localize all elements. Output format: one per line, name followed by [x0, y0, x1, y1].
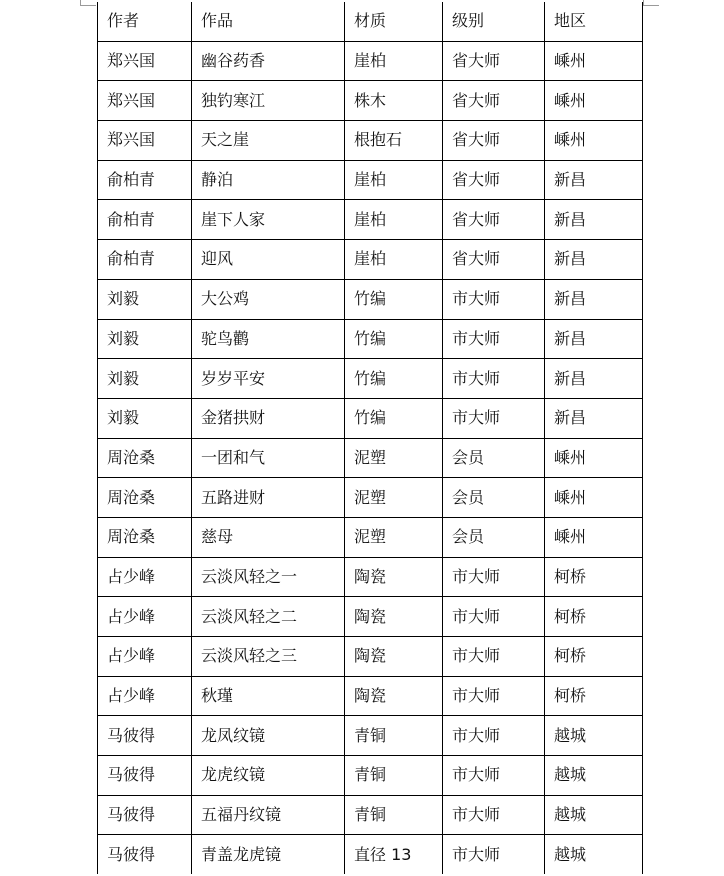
- cell-work: 金猪拱财: [192, 398, 345, 438]
- cell-author: 郑兴国: [98, 41, 192, 81]
- cell-region: 越城: [545, 716, 643, 756]
- cell-work: 龙凤纹镜: [192, 716, 345, 756]
- cell-level: 会员: [443, 438, 545, 478]
- cell-material: 青铜: [345, 716, 443, 756]
- cell-work: 青盖龙虎镜: [192, 835, 345, 874]
- works-table: [97, 2, 643, 874]
- cell-material: 泥塑: [345, 438, 443, 478]
- page-corner-mark-right-horizontal: [643, 5, 659, 6]
- cell-level: 市大师: [443, 398, 545, 438]
- table-row: [98, 795, 643, 835]
- cell-work: 岁岁平安: [192, 359, 345, 399]
- table-row: [98, 835, 643, 874]
- table-row: [98, 41, 643, 81]
- cell-level: 会员: [443, 517, 545, 557]
- cell-work: 五路进财: [192, 478, 345, 518]
- cell-author: 刘毅: [98, 359, 192, 399]
- table-row: [98, 359, 643, 399]
- works-table-body: [98, 2, 643, 874]
- cell-level: 市大师: [443, 756, 545, 796]
- table-row: [98, 121, 643, 161]
- cell-region: 新昌: [545, 398, 643, 438]
- cell-level: 市大师: [443, 716, 545, 756]
- cell-material: 崖柏: [345, 200, 443, 240]
- cell-region: 嵊州: [545, 81, 643, 121]
- cell-level: 市大师: [443, 279, 545, 319]
- table-row: [98, 81, 643, 121]
- cell-work: 驼鸟鹳: [192, 319, 345, 359]
- cell-work: 龙虎纹镜: [192, 756, 345, 796]
- cell-author: 占少峰: [98, 637, 192, 677]
- table-row: [98, 716, 643, 756]
- cell-author: 周沧桑: [98, 517, 192, 557]
- cell-region: 新昌: [545, 279, 643, 319]
- cell-region: 嵊州: [545, 517, 643, 557]
- cell-region: 柯桥: [545, 637, 643, 677]
- cell-region: 新昌: [545, 359, 643, 399]
- cell-material: 陶瓷: [345, 557, 443, 597]
- table-row: [98, 319, 643, 359]
- cell-level: 省大师: [443, 160, 545, 200]
- cell-work: 崖下人家: [192, 200, 345, 240]
- cell-author: 马彼得: [98, 716, 192, 756]
- cell-author: 俞柏青: [98, 160, 192, 200]
- cell-region: 嵊州: [545, 41, 643, 81]
- cell-author: 刘毅: [98, 279, 192, 319]
- table-row: [98, 398, 643, 438]
- table-row: [98, 756, 643, 796]
- table-row: [98, 557, 643, 597]
- cell-material: 株木: [345, 81, 443, 121]
- cell-material: 泥塑: [345, 517, 443, 557]
- cell-material: 竹编: [345, 359, 443, 399]
- cell-material: 泥塑: [345, 478, 443, 518]
- cell-author: 郑兴国: [98, 121, 192, 161]
- cell-region: 嵊州: [545, 438, 643, 478]
- cell-author: 周沧桑: [98, 478, 192, 518]
- cell-region: 柯桥: [545, 676, 643, 716]
- cell-author: 马彼得: [98, 795, 192, 835]
- cell-material: 崖柏: [345, 240, 443, 280]
- cell-material: 陶瓷: [345, 676, 443, 716]
- cell-work: 大公鸡: [192, 279, 345, 319]
- cell-author: 占少峰: [98, 557, 192, 597]
- cell-material: 陶瓷: [345, 637, 443, 677]
- cell-region: 新昌: [545, 240, 643, 280]
- table-row: [98, 676, 643, 716]
- cell-work: 秋瑾: [192, 676, 345, 716]
- table-row: [98, 200, 643, 240]
- cell-author: 周沧桑: [98, 438, 192, 478]
- page-corner-mark-left-horizontal: [80, 5, 96, 6]
- cell-level: 省大师: [443, 81, 545, 121]
- cell-level: 省大师: [443, 200, 545, 240]
- table-row: [98, 517, 643, 557]
- cell-region: 新昌: [545, 319, 643, 359]
- cell-region: 柯桥: [545, 557, 643, 597]
- cell-author: 郑兴国: [98, 81, 192, 121]
- cell-region: 嵊州: [545, 478, 643, 518]
- cell-work: 慈母: [192, 517, 345, 557]
- cell-region: 嵊州: [545, 121, 643, 161]
- header-cell-level: 级别: [443, 2, 545, 41]
- cell-level: 市大师: [443, 319, 545, 359]
- cell-work: 天之崖: [192, 121, 345, 161]
- cell-work: 云淡风轻之三: [192, 637, 345, 677]
- cell-level: 市大师: [443, 835, 545, 874]
- table-row: [98, 597, 643, 637]
- cell-material: 竹编: [345, 279, 443, 319]
- table-row: [98, 279, 643, 319]
- table-row: [98, 438, 643, 478]
- cell-region: 新昌: [545, 160, 643, 200]
- cell-material: 崖柏: [345, 41, 443, 81]
- cell-material: 竹编: [345, 319, 443, 359]
- cell-level: 省大师: [443, 240, 545, 280]
- table-header-row: [98, 2, 643, 41]
- table-row: [98, 478, 643, 518]
- header-cell-material: 材质: [345, 2, 443, 41]
- cell-region: 越城: [545, 795, 643, 835]
- cell-level: 市大师: [443, 676, 545, 716]
- header-cell-region: 地区: [545, 2, 643, 41]
- cell-author: 马彼得: [98, 835, 192, 874]
- table-row: [98, 160, 643, 200]
- cell-author: 俞柏青: [98, 200, 192, 240]
- cell-material: 青铜: [345, 756, 443, 796]
- cell-region: 柯桥: [545, 597, 643, 637]
- cell-level: 会员: [443, 478, 545, 518]
- cell-author: 占少峰: [98, 597, 192, 637]
- cell-level: 市大师: [443, 597, 545, 637]
- cell-level: 市大师: [443, 795, 545, 835]
- cell-material: 陶瓷: [345, 597, 443, 637]
- cell-level: 省大师: [443, 121, 545, 161]
- cell-author: 占少峰: [98, 676, 192, 716]
- header-cell-work: 作品: [192, 2, 345, 41]
- cell-level: 省大师: [443, 41, 545, 81]
- cell-work: 云淡风轻之二: [192, 597, 345, 637]
- cell-level: 市大师: [443, 637, 545, 677]
- cell-material: 崖柏: [345, 160, 443, 200]
- cell-work: 静泊: [192, 160, 345, 200]
- cell-region: 新昌: [545, 200, 643, 240]
- cell-material: 青铜: [345, 795, 443, 835]
- cell-author: 刘毅: [98, 398, 192, 438]
- cell-work: 幽谷药香: [192, 41, 345, 81]
- cell-work: 云淡风轻之一: [192, 557, 345, 597]
- table-row: [98, 637, 643, 677]
- cell-author: 马彼得: [98, 756, 192, 796]
- cell-region: 越城: [545, 756, 643, 796]
- cell-material: 根抱石: [345, 121, 443, 161]
- cell-work: 五福丹纹镜: [192, 795, 345, 835]
- cell-author: 刘毅: [98, 319, 192, 359]
- cell-work: 独钓寒江: [192, 81, 345, 121]
- cell-work: 迎风: [192, 240, 345, 280]
- header-cell-author: 作者: [98, 2, 192, 41]
- cell-material: 竹编: [345, 398, 443, 438]
- table-row: [98, 240, 643, 280]
- cell-author: 俞柏青: [98, 240, 192, 280]
- cell-region: 越城: [545, 835, 643, 874]
- cell-material: 直径 13: [345, 835, 443, 874]
- cell-level: 市大师: [443, 557, 545, 597]
- cell-work: 一团和气: [192, 438, 345, 478]
- cell-level: 市大师: [443, 359, 545, 399]
